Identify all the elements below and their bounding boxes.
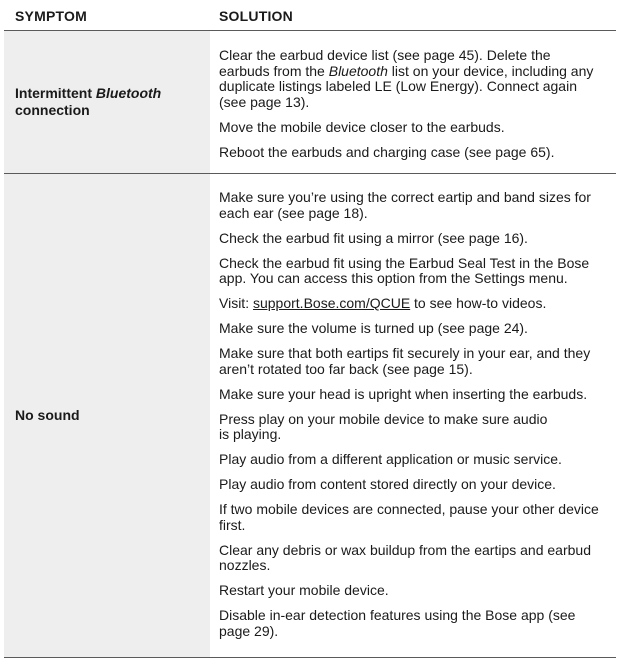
solution-item: Make sure your head is upright when inserting the earbuds.	[219, 385, 588, 402]
table-row-no-sound	[4, 174, 616, 658]
symptom-label: No sound	[15, 407, 80, 423]
solution-item: Play audio from content stored directly on your device.	[219, 476, 556, 492]
solution-item: Visit: support.Bose.com/QCUE to see how-to videos.	[219, 295, 547, 311]
solution-item: Make sure that both eartips fit securely in your ear, and they aren’t rotated too far back (see page 15).	[219, 345, 591, 377]
solution-item: Clear the earbud device list (see page 45). Delete the earbuds from the Bluetooth list on your device, including any duplicate listings labeled LE (Low Energy). Connect again (see page 13).	[219, 47, 594, 110]
solution-item: Play audio from a different application or music service.	[219, 451, 562, 467]
symptom-cell	[4, 174, 210, 657]
solution-item: Press play on your mobile device to make sure audio is playing.	[219, 410, 548, 442]
table-header	[4, 0, 616, 31]
symptom-label: Intermittent Bluetooth connection	[15, 85, 162, 118]
solution-cell	[210, 174, 616, 657]
solution-item: Check the earbud fit using the Earbud Seal Test in the Bose app. You can access this option from the Settings menu.	[219, 254, 590, 286]
solution-item: Check the earbud fit using a mirror (see page 16).	[219, 229, 528, 246]
solution-cell	[210, 31, 616, 173]
symptom-column-header: SYMPTOM	[15, 8, 87, 24]
table-row-bluetooth	[4, 31, 616, 174]
solution-item: Make sure the volume is turned up (see page 24).	[219, 320, 528, 336]
solution-item: Reboot the earbuds and charging case (see page 65).	[219, 143, 555, 160]
symptom-cell	[4, 31, 210, 173]
solution-item: Clear any debris or wax buildup from the eartips and earbud nozzles.	[219, 541, 591, 573]
solution-column-header: SOLUTION	[219, 8, 293, 24]
solution-item: Move the mobile device closer to the earbuds.	[219, 118, 505, 135]
solution-item: Restart your mobile device.	[219, 582, 389, 598]
troubleshooting-table	[4, 0, 616, 658]
solution-item: If two mobile devices are connected, pause your other device first.	[219, 501, 599, 533]
solution-item: Make sure you’re using the correct eartip and band sizes for each ear (see page 18).	[219, 189, 591, 221]
support-link[interactable]: support.Bose.com/QCUE	[252, 295, 411, 311]
solution-item: Disable in-ear detection features using the Bose app (see page 29).	[219, 607, 576, 639]
